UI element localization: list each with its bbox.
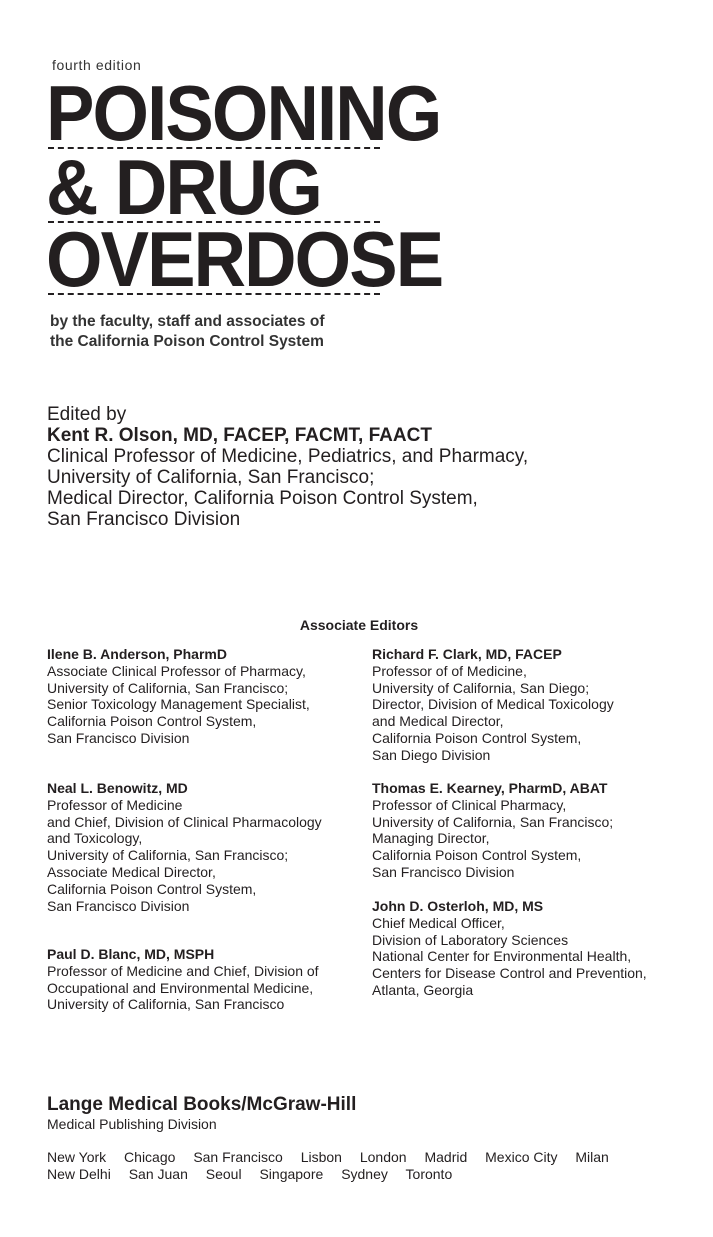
byline-line: by the faculty, staff and associates of	[50, 313, 325, 330]
associate-editor-line: California Poison Control System,	[372, 847, 582, 864]
associate-editor	[47, 780, 322, 914]
city: London	[359, 1149, 407, 1165]
associate-editor-name: Neal L. Benowitz, MD	[47, 780, 188, 796]
associate-editor-line: Occupational and Environmental Medicine,	[47, 979, 314, 996]
editor-name: Kent R. Olson, MD, FACEP, FACMT, FAACT	[47, 425, 432, 446]
associate-editor-line: San Francisco Division	[372, 863, 515, 880]
edited-by-label: Edited by	[47, 404, 127, 425]
associate-editor-line: University of California, San Francisco	[47, 996, 285, 1013]
associate-editor-line: Professor of Medicine	[47, 796, 183, 813]
title-line-1: POISONING	[46, 69, 441, 157]
associate-editor-line: San Diego Division	[372, 746, 491, 763]
associate-editor-line: San Francisco Division	[47, 897, 190, 914]
associate-editor-name: Ilene B. Anderson, PharmD	[47, 646, 227, 662]
publisher-division: Medical Publishing Division	[47, 1116, 217, 1132]
city: Chicago	[124, 1149, 176, 1165]
title-line-2: & DRUG	[46, 143, 321, 231]
associate-editor-line: Division of Laboratory Sciences	[372, 931, 569, 948]
associate-editor-name: Paul D. Blanc, MD, MSPH	[47, 946, 215, 962]
city: San Francisco	[193, 1149, 283, 1165]
associate-editor-line: Centers for Disease Control and Prevention,	[372, 965, 647, 982]
editor-line: Clinical Professor of Medicine, Pediatrics, and Pharmacy,	[47, 446, 529, 467]
publisher-name: Lange Medical Books/McGraw-Hill	[47, 1094, 357, 1115]
associate-editor-line: Senior Toxicology Management Specialist,	[47, 696, 310, 713]
associate-editor-line: and Toxicology,	[47, 830, 143, 847]
city: New Delhi	[47, 1166, 111, 1182]
associate-editor-line: University of California, San Francisco;	[47, 847, 289, 864]
city: Madrid	[424, 1149, 468, 1165]
associate-editor-line: California Poison Control System,	[372, 729, 582, 746]
cities-line-2	[47, 1166, 466, 1182]
city: Sydney	[341, 1166, 388, 1182]
byline	[50, 312, 324, 352]
associate-editor-name: Thomas E. Kearney, PharmD, ABAT	[372, 780, 608, 796]
associate-editor-line: and Chief, Division of Clinical Pharmacology	[47, 813, 322, 830]
editor-line: San Francisco Division	[47, 509, 241, 530]
associate-editor-name: John D. Osterloh, MD, MS	[372, 898, 544, 914]
associate-editor-line: California Poison Control System,	[47, 713, 257, 730]
associate-editor-line: Professor of Clinical Pharmacy,	[372, 796, 567, 813]
city: San Juan	[128, 1166, 188, 1182]
city: Lisbon	[300, 1149, 342, 1165]
editor-line: University of California, San Francisco;	[47, 467, 375, 488]
associate-editor-line: and Medical Director,	[372, 713, 504, 730]
associate-editor-line: Chief Medical Officer,	[372, 914, 505, 931]
city: Mexico City	[485, 1149, 558, 1165]
associate-editor-line: National Center for Environmental Health,	[372, 948, 632, 965]
associate-editors-heading: Associate Editors	[299, 617, 419, 633]
associate-editor-line: Associate Medical Director,	[47, 863, 216, 880]
associate-editor-line: University of California, San Francisco;	[47, 679, 289, 696]
associate-editor-line: Associate Clinical Professor of Pharmacy,	[47, 662, 306, 679]
associate-editor-line: Atlanta, Georgia	[372, 981, 474, 998]
associate-editor-line: Director, Division of Medical Toxicology	[372, 696, 614, 713]
editor-block	[47, 404, 528, 530]
associate-editor	[47, 646, 310, 747]
city: New York	[47, 1149, 107, 1165]
editor-line: Medical Director, California Poison Control System,	[47, 488, 478, 509]
associate-editor-line: University of California, San Francisco;	[372, 813, 614, 830]
associate-editor-line: Professor of of Medicine,	[372, 662, 527, 679]
byline-line: the California Poison Control System	[50, 333, 324, 350]
title-line-3: OVERDOSE	[46, 215, 443, 303]
city: Singapore	[259, 1166, 324, 1182]
city: Seoul	[205, 1166, 242, 1182]
associate-editor	[372, 898, 647, 999]
associate-editor	[372, 780, 613, 881]
city: Milan	[575, 1149, 609, 1165]
title-divider-3	[48, 293, 380, 295]
associate-editor-line: Professor of Medicine and Chief, Division of	[47, 962, 319, 979]
associate-editor-line: Managing Director,	[372, 830, 490, 847]
edition-label: fourth edition	[52, 57, 142, 73]
associate-editor	[47, 946, 319, 1013]
associate-editor-name: Richard F. Clark, MD, FACEP	[372, 646, 562, 662]
cities-line-1	[47, 1149, 623, 1165]
city: Toronto	[405, 1166, 453, 1182]
associate-editor-line: University of California, San Diego;	[372, 679, 590, 696]
associate-editor-line: California Poison Control System,	[47, 880, 257, 897]
associate-editor	[372, 646, 614, 764]
associate-editor-line: San Francisco Division	[47, 729, 190, 746]
